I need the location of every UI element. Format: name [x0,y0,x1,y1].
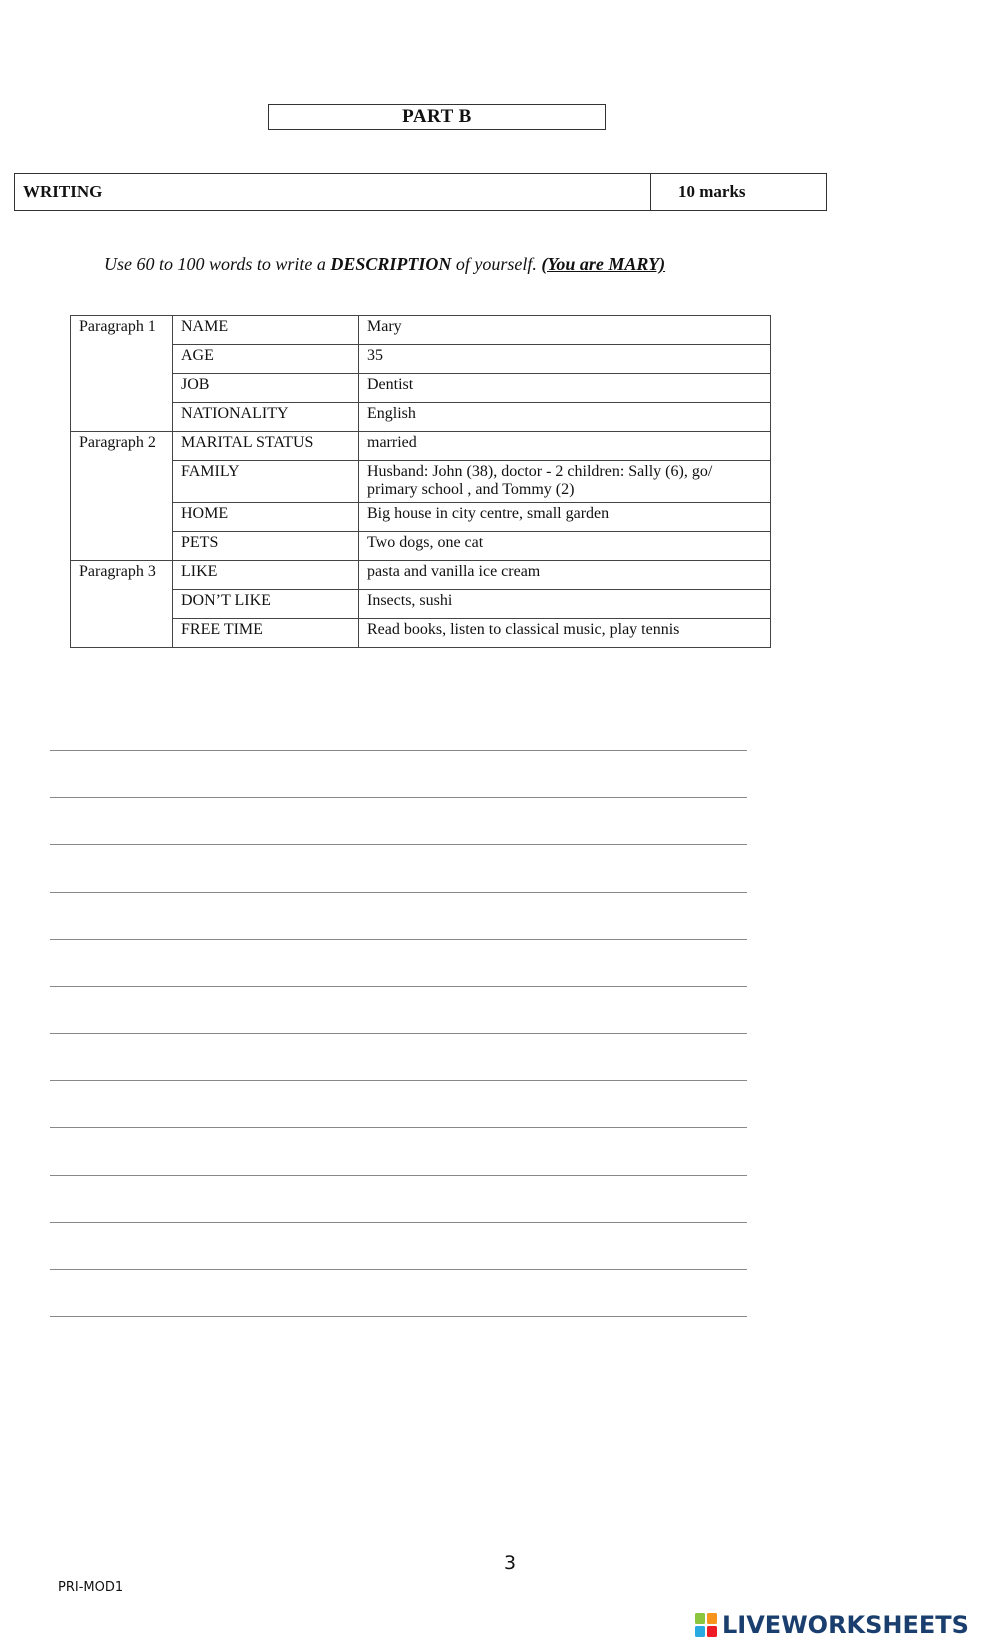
info-table [70,315,771,648]
field-label: FAMILY [173,461,359,503]
field-value: English [359,403,771,432]
field-label: MARITAL STATUS [173,432,359,461]
instruction-text-end: of yourself. [451,254,542,274]
field-label: AGE [173,345,359,374]
field-value: Two dogs, one cat [359,532,771,561]
liveworksheets-logo-icon [694,1612,718,1638]
field-value: married [359,432,771,461]
writing-line[interactable] [50,750,747,751]
table-row [71,432,771,461]
paragraph-label: Paragraph 2 [71,432,173,561]
table-row [71,345,771,374]
writing-line[interactable] [50,939,747,940]
footer-code: PRI-MOD1 [58,1580,124,1595]
paragraph-label: Paragraph 1 [71,316,173,432]
field-value: pasta and vanilla ice cream [359,561,771,590]
field-value: Read books, listen to classical music, play tennis [359,619,771,648]
writing-line[interactable] [50,1175,747,1176]
writing-line[interactable] [50,1127,747,1128]
writing-line[interactable] [50,1269,747,1270]
writing-line[interactable] [50,892,747,893]
writing-line[interactable] [50,986,747,987]
field-value: Husband: John (38), doctor - 2 children: Sally (6), go/ primary school , and Tommy (2) [359,461,771,503]
part-title: PART B [268,104,606,130]
writing-line[interactable] [50,797,747,798]
section-name: WRITING [23,182,103,201]
field-value: Insects, sushi [359,590,771,619]
field-label: DON’T LIKE [173,590,359,619]
instruction-text: Use 60 to 100 words to write a [104,254,331,274]
writing-line[interactable] [50,1222,747,1223]
liveworksheets-logo [694,1610,969,1640]
table-row [71,590,771,619]
field-label: NAME [173,316,359,345]
field-value: Mary [359,316,771,345]
instruction-keyword: DESCRIPTION [330,254,452,274]
field-label: HOME [173,503,359,532]
section-marks: 10 marks [650,174,826,210]
table-row [71,503,771,532]
field-label: NATIONALITY [173,403,359,432]
paragraph-label: Paragraph 3 [71,561,173,648]
table-row [71,403,771,432]
field-value: 35 [359,345,771,374]
table-row [71,561,771,590]
writing-instruction [104,252,864,276]
field-value: Dentist [359,374,771,403]
instruction-role: (You are MARY) [541,254,666,274]
writing-line[interactable] [50,1080,747,1081]
writing-line[interactable] [50,1316,747,1317]
writing-line[interactable] [50,844,747,845]
table-row [71,461,771,503]
field-value: Big house in city centre, small garden [359,503,771,532]
table-row [71,316,771,345]
liveworksheets-logo-text: LIVEWORKSHEETS [722,1611,969,1639]
field-label: JOB [173,374,359,403]
table-row [71,532,771,561]
writing-line[interactable] [50,1033,747,1034]
table-row [71,619,771,648]
field-label: FREE TIME [173,619,359,648]
section-header [14,173,827,211]
field-label: LIKE [173,561,359,590]
page-number: 3 [503,1552,517,1574]
table-row [71,374,771,403]
field-label: PETS [173,532,359,561]
